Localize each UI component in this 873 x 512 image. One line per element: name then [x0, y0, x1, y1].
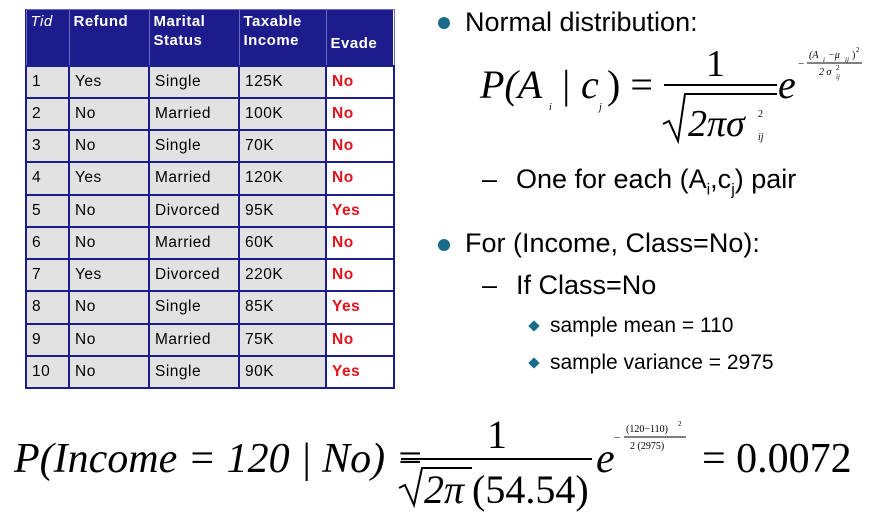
cell-evade: No [326, 324, 394, 356]
cell-taxable-income: 125K [239, 66, 326, 98]
cell-marital-status: Single [149, 66, 239, 98]
table-row [26, 291, 394, 323]
cell-taxable-income: 120K [239, 162, 326, 194]
bullet-normal-distribution: Normal distribution: [465, 7, 698, 37]
cell-refund: No [69, 291, 149, 323]
bullet-one-for-each: One for each $(A_i,c_j)$ pair [516, 164, 797, 199]
formula-exp-den-sub: ij [836, 73, 840, 81]
table-row [26, 227, 394, 259]
cell-marital-status: Married [149, 162, 239, 194]
income-result: = 0.0072 [702, 436, 852, 482]
bullet-sample-mean: sample mean = 110 [550, 314, 734, 337]
cell-evade: Yes [326, 356, 394, 388]
cell-marital-status: Married [149, 324, 239, 356]
formula-income [14, 408, 864, 512]
formula-exp-sub-i: i [823, 56, 825, 64]
formula-denominator: 2πσ [688, 103, 745, 145]
table-row [26, 324, 394, 356]
formula-sub-j: j [599, 102, 602, 113]
cell-evade: No [326, 259, 394, 291]
income-den-value: (54.54) [472, 467, 589, 512]
cell-marital-status: Single [149, 356, 239, 388]
cell-refund: No [69, 98, 149, 130]
table-row [26, 162, 394, 194]
cell-tid: 4 [26, 162, 69, 194]
header-marital-status: Marital Status [149, 10, 239, 66]
income-exp-num: (120−110) [626, 424, 668, 435]
cell-refund: No [69, 195, 149, 227]
cell-tid: 9 [26, 324, 69, 356]
cell-tid: 6 [26, 227, 69, 259]
table-row [26, 259, 394, 291]
table-row [26, 66, 394, 98]
formula-exp-sup-2: 2 [856, 46, 860, 54]
header-taxable-income: Taxable Income [239, 10, 326, 66]
pair-sub-i: i [706, 181, 711, 199]
cell-refund: No [69, 130, 149, 162]
cell-taxable-income: 90K [239, 356, 326, 388]
dash-marker: – [482, 164, 498, 194]
formula-exp-sub-ij: ij [845, 56, 849, 64]
cell-evade: No [326, 66, 394, 98]
formula-exp-num-end: ) [852, 50, 856, 61]
cell-evade: Yes [326, 291, 394, 323]
cell-tid: 5 [26, 195, 69, 227]
cell-marital-status: Single [149, 130, 239, 162]
cell-tid: 1 [26, 66, 69, 98]
diamond-bullet [528, 320, 539, 331]
cell-marital-status: Divorced [149, 195, 239, 227]
income-exp-num-sup: 2 [678, 420, 682, 428]
bullet-if-class: If Class=No [516, 270, 657, 300]
cell-refund: No [69, 227, 149, 259]
cell-taxable-income: 220K [239, 259, 326, 291]
formula-general [480, 38, 870, 148]
cell-tid: 3 [26, 130, 69, 162]
cell-evade: No [326, 227, 394, 259]
formula-lhs-sub-i: i [549, 102, 552, 113]
formula-sigma-sup: 2 [758, 109, 763, 120]
diamond-bullet [528, 357, 539, 368]
data-table [25, 9, 393, 389]
formula-exp-num-mid: −μ [828, 50, 840, 61]
formula-sigma-sub: ij [758, 132, 764, 143]
cell-evade: No [326, 98, 394, 130]
formula-exp-den-sup: 2 [836, 64, 840, 72]
cell-taxable-income: 60K [239, 227, 326, 259]
cell-tid: 2 [26, 98, 69, 130]
bullet-sample-variance: sample variance = 2975 [550, 351, 774, 374]
cell-refund: Yes [69, 162, 149, 194]
cell-evade: Yes [326, 195, 394, 227]
income-exp-den: 2 (2975) [630, 441, 665, 452]
cell-marital-status: Married [149, 227, 239, 259]
header-evade: Evade [326, 10, 394, 66]
formula-e: e [778, 62, 796, 107]
cell-taxable-income: 70K [239, 130, 326, 162]
cell-refund: No [69, 324, 149, 356]
cell-marital-status: Single [149, 291, 239, 323]
bullet-dot [438, 17, 450, 29]
formula-numerator: 1 [706, 43, 725, 85]
bullet-for-income: For (Income, Class=No): [465, 228, 760, 258]
formula-exp-sign: − [798, 58, 805, 70]
cell-evade: No [326, 162, 394, 194]
income-e: e [596, 436, 615, 482]
formula-close-eq: ) = [607, 62, 653, 107]
cell-marital-status: Married [149, 98, 239, 130]
cell-refund: No [69, 356, 149, 388]
cell-evade: No [326, 130, 394, 162]
income-sqrt-content: 2π [424, 467, 465, 512]
bullet-dot [438, 239, 450, 251]
cell-tid: 7 [26, 259, 69, 291]
pair-sub-j: j [731, 181, 735, 199]
income-exp-sign: − [614, 432, 621, 444]
formula-bar-c: | c [560, 62, 599, 107]
cell-tid: 8 [26, 291, 69, 323]
formula-exp-den: 2 σ [819, 67, 832, 78]
table-header-row [26, 10, 394, 66]
table-row [26, 195, 394, 227]
table-row [26, 130, 394, 162]
cell-refund: Yes [69, 66, 149, 98]
cell-taxable-income: 95K [239, 195, 326, 227]
cell-marital-status: Divorced [149, 259, 239, 291]
income-numerator: 1 [487, 412, 507, 457]
header-refund: Refund [69, 10, 149, 66]
dash-marker: – [482, 270, 498, 300]
formula-exp-num: (A [809, 50, 819, 61]
cell-taxable-income: 85K [239, 291, 326, 323]
income-lhs: P(Income = 120 | No) = [14, 436, 424, 482]
header-tid: Tid [26, 10, 69, 66]
table-row [26, 98, 394, 130]
cell-tid: 10 [26, 356, 69, 388]
cell-taxable-income: 75K [239, 324, 326, 356]
table-row [26, 356, 394, 388]
formula-lhs: P(A [480, 62, 543, 107]
cell-refund: Yes [69, 259, 149, 291]
cell-taxable-income: 100K [239, 98, 326, 130]
